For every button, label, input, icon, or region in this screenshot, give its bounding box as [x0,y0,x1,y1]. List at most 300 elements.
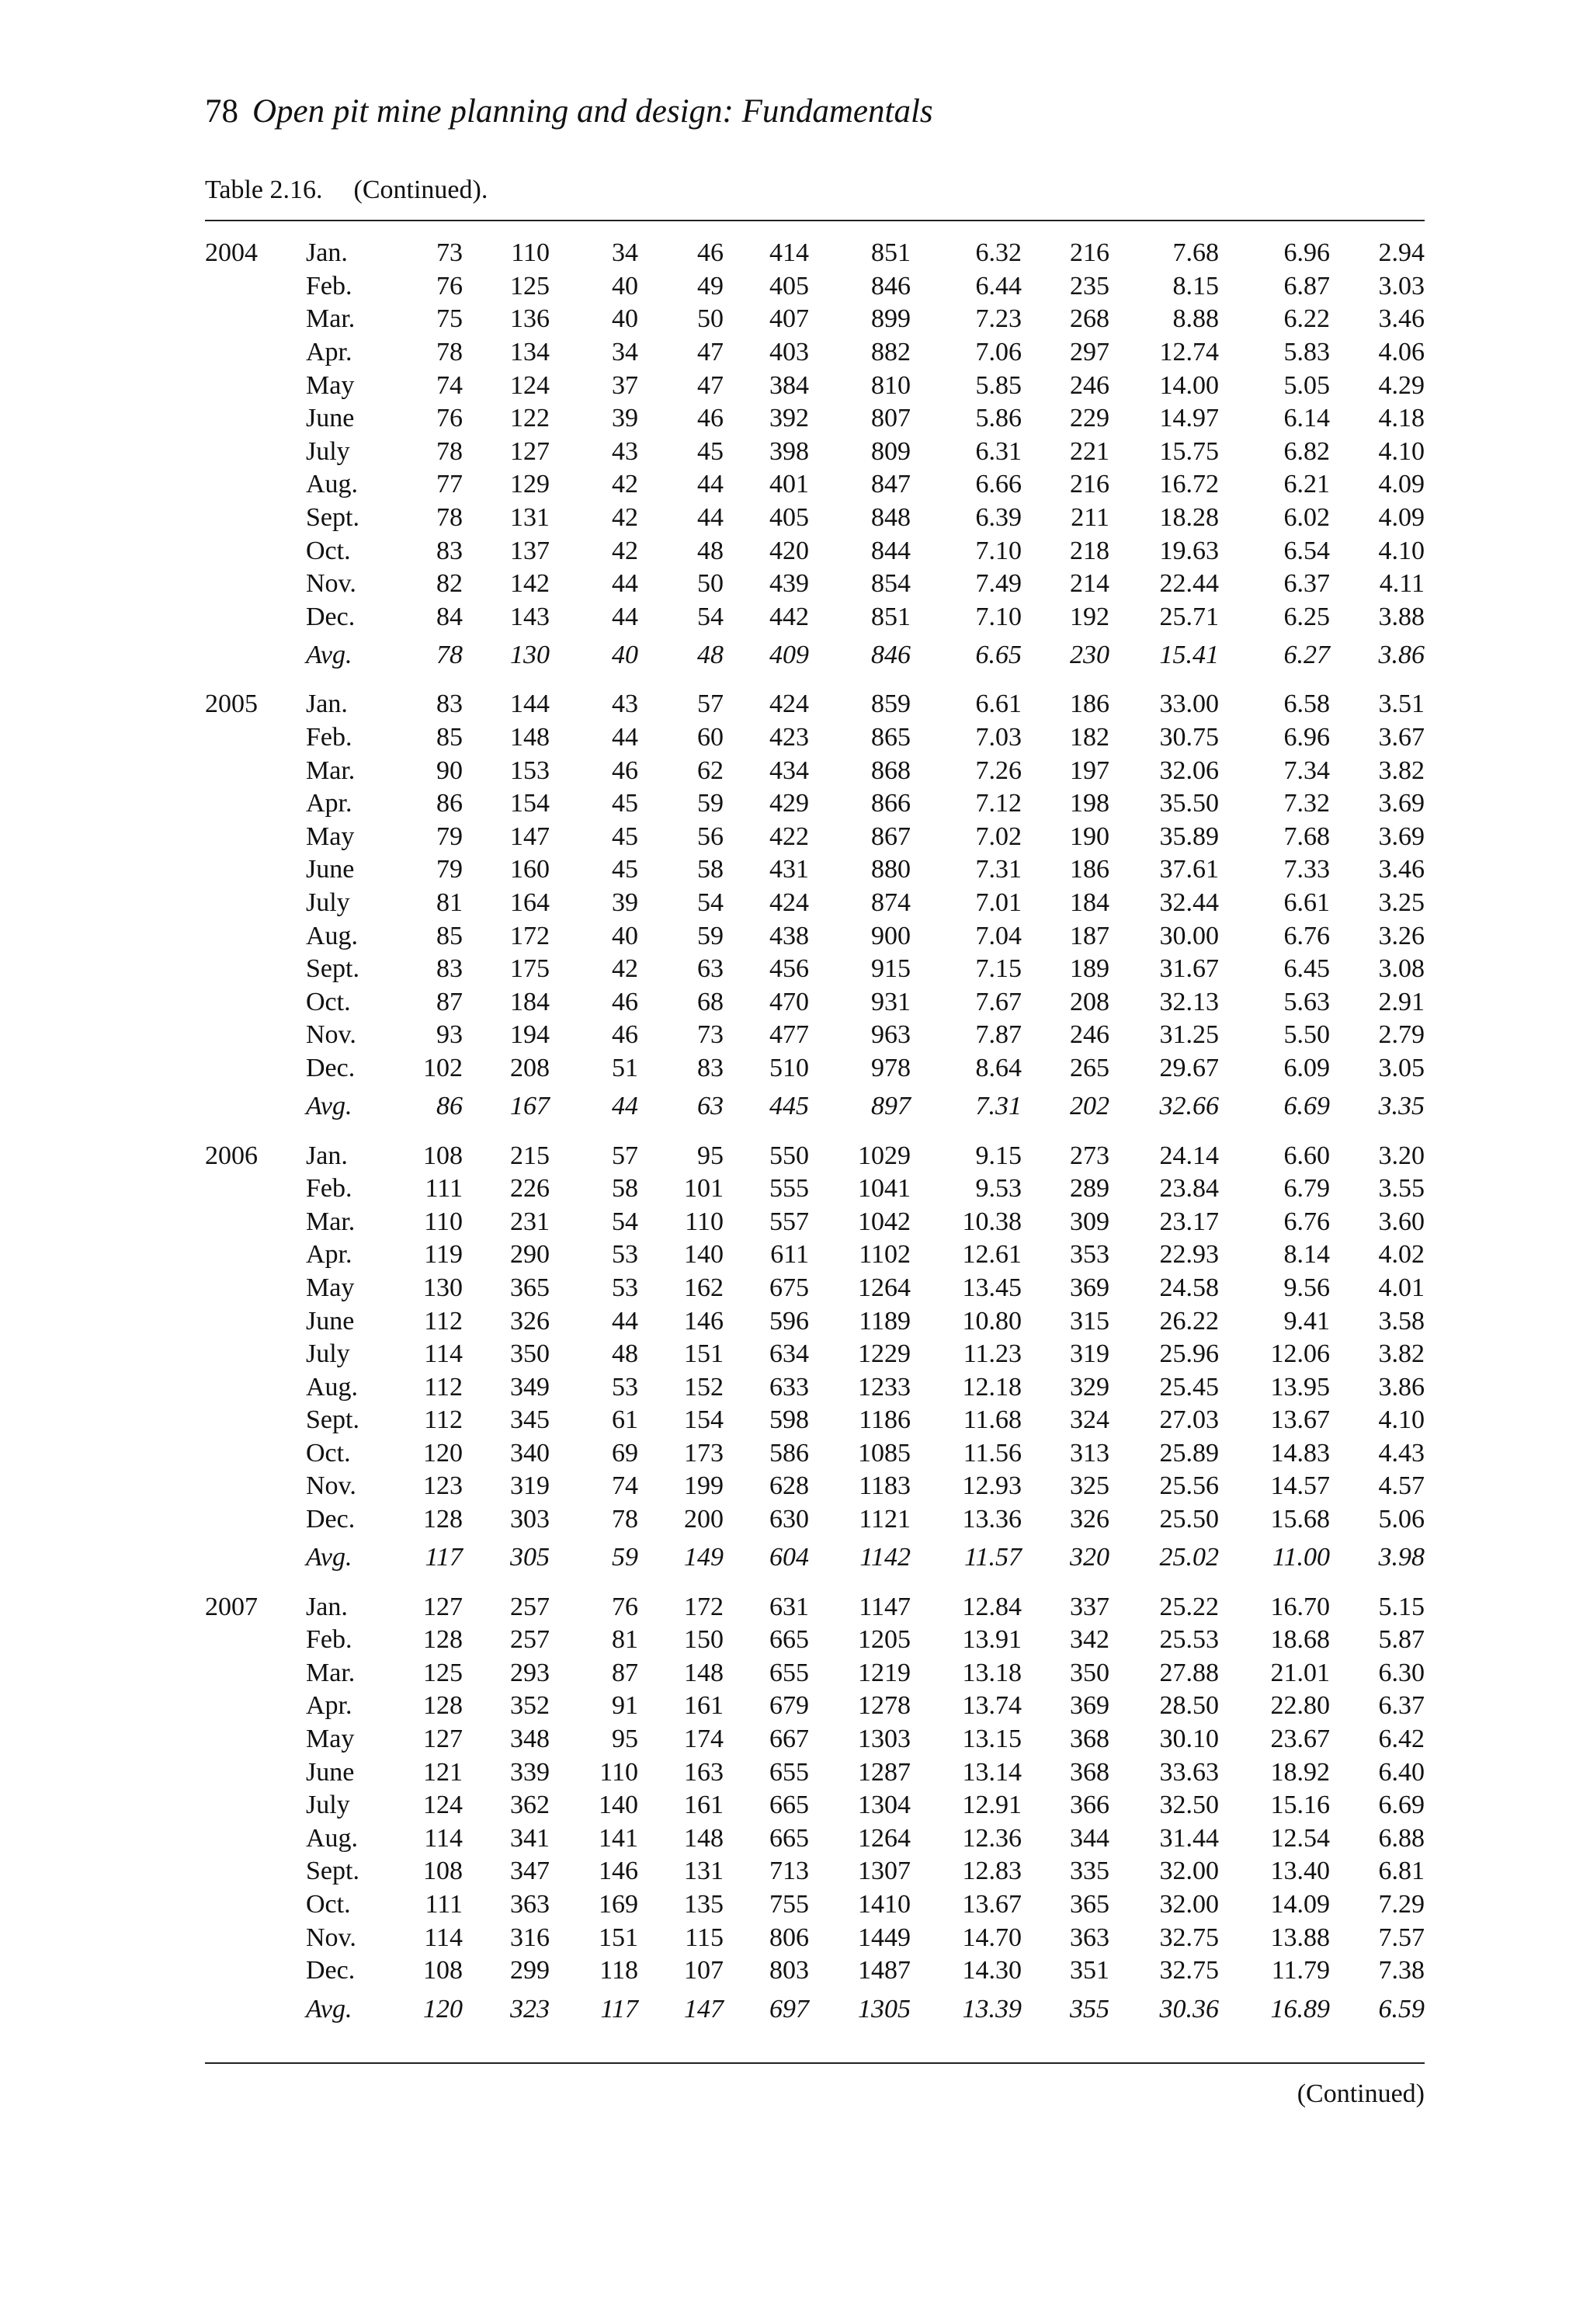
value-cell: 13.36 [962,1505,1022,1534]
value-cell: 15.75 [1159,436,1219,466]
value-cell: 25.71 [1159,602,1219,631]
value-cell: 3.26 [1378,921,1425,950]
value-cell: 3.60 [1378,1207,1425,1236]
value-cell: 2.79 [1378,1020,1425,1050]
value-cell: 6.02 [1283,503,1330,533]
value-cell: 6.45 [1283,954,1330,984]
table-row [205,821,1425,854]
value-cell: 6.09 [1283,1053,1330,1082]
avg-value-cell: 202 [1070,1092,1109,1121]
value-cell: 365 [510,1273,550,1302]
value-cell: 15.16 [1270,1791,1330,1820]
year-cell [205,985,306,1019]
avg-label-cell: Avg. [306,1543,352,1572]
value-cell: 137 [510,536,550,565]
value-cell: 6.58 [1283,690,1330,719]
value-cell: 18.68 [1270,1625,1330,1655]
value-cell: 3.67 [1378,723,1425,752]
value-cell: 24.58 [1159,1273,1219,1302]
value-cell: 352 [510,1691,550,1721]
value-cell: 9.41 [1283,1306,1330,1336]
value-cell: 29.67 [1159,1053,1219,1082]
value-cell: 91 [612,1691,638,1721]
year-cell [205,887,306,920]
value-cell: 218 [1070,536,1109,565]
value-cell: 208 [510,1053,550,1082]
value-cell: 121 [423,1757,463,1787]
value-cell: 1233 [858,1372,911,1402]
value-cell: 40 [612,921,638,950]
value-cell: 313 [1070,1438,1109,1468]
value-cell: 33.00 [1159,690,1219,719]
value-cell: 6.37 [1283,569,1330,599]
table-row [205,1370,1425,1404]
month-cell: Feb. [306,723,352,752]
month-cell: Aug. [306,921,359,950]
value-cell: 131 [510,503,550,533]
month-cell: Oct. [306,987,351,1016]
value-cell: 325 [1070,1471,1109,1501]
value-cell: 86 [436,789,463,818]
value-cell: 14.00 [1159,370,1219,400]
value-cell: 6.60 [1283,1141,1330,1170]
value-cell: 1147 [859,1592,911,1621]
value-cell: 50 [697,304,724,334]
value-cell: 11.79 [1271,1956,1330,1985]
value-cell: 550 [769,1141,809,1170]
table-row [205,1756,1425,1789]
year-cell [205,1370,306,1404]
value-cell: 123 [423,1471,463,1501]
month-cell: Dec. [306,1505,356,1534]
value-cell: 963 [871,1020,911,1050]
value-cell: 13.88 [1270,1923,1330,1952]
value-cell: 18.28 [1159,503,1219,533]
year-cell [205,1470,306,1503]
value-cell: 161 [684,1691,724,1721]
avg-label-cell: Avg. [306,641,352,670]
value-cell: 6.88 [1378,1823,1425,1853]
value-cell: 141 [599,1823,638,1853]
year-cell [205,634,306,677]
avg-value-cell: 167 [510,1092,550,1121]
month-cell: Sept. [306,503,359,533]
value-cell: 45 [612,855,638,884]
value-cell: 844 [871,536,911,565]
year-cell [205,754,306,787]
avg-value-cell: 40 [612,641,638,670]
value-cell: 182 [1070,723,1109,752]
table-row [205,853,1425,887]
value-cell: 77 [436,470,463,499]
avg-value-cell: 1142 [859,1543,911,1572]
value-cell: 407 [769,304,809,334]
value-cell: 342 [1070,1625,1109,1655]
value-cell: 37 [612,370,638,400]
table-caption-label: Table 2.16. [205,175,323,204]
value-cell: 83 [436,954,463,984]
value-cell: 4.10 [1378,1405,1425,1435]
value-cell: 384 [769,370,809,400]
value-cell: 114 [424,1823,463,1853]
value-cell: 586 [769,1438,809,1468]
value-cell: 667 [769,1725,809,1754]
value-cell: 32.00 [1159,1890,1219,1919]
value-cell: 11.68 [963,1405,1022,1435]
value-cell: 78 [436,503,463,533]
avg-value-cell: 32.66 [1159,1092,1219,1121]
value-cell: 8.15 [1172,271,1219,300]
value-cell: 173 [684,1438,724,1468]
year-cell [205,1503,306,1537]
value-cell: 348 [510,1725,550,1754]
value-cell: 3.46 [1378,304,1425,334]
value-cell: 806 [769,1923,809,1952]
month-cell: May [306,1273,355,1302]
year-cell [205,1536,306,1579]
table-row [205,887,1425,920]
value-cell: 297 [1070,338,1109,367]
spacer-cell [205,1128,1425,1139]
value-cell: 10.80 [962,1306,1022,1336]
year-cell: 2006 [205,1141,258,1170]
value-cell: 226 [510,1174,550,1204]
value-cell: 7.38 [1378,1956,1425,1985]
value-cell: 14.30 [962,1956,1022,1985]
month-cell: Aug. [306,1372,359,1402]
value-cell: 27.03 [1159,1405,1219,1435]
value-cell: 7.49 [975,569,1022,599]
value-cell: 931 [871,987,911,1016]
value-cell: 46 [612,987,638,1016]
value-cell: 353 [1070,1240,1109,1270]
value-cell: 810 [871,370,911,400]
value-cell: 57 [612,1141,638,1170]
value-cell: 4.01 [1378,1273,1425,1302]
value-cell: 56 [697,822,724,851]
value-cell: 24.14 [1159,1141,1219,1170]
value-cell: 32.50 [1159,1791,1219,1820]
value-cell: 434 [769,756,809,785]
table-caption [205,174,488,207]
page-number: 78 [205,93,238,130]
value-cell: 25.96 [1159,1339,1219,1369]
value-cell: 3.51 [1378,690,1425,719]
value-cell: 174 [684,1725,724,1754]
value-cell: 341 [510,1823,550,1853]
value-cell: 6.30 [1378,1658,1425,1687]
value-cell: 4.09 [1378,470,1425,499]
value-cell: 665 [769,1791,809,1820]
year-cell [205,402,306,436]
value-cell: 122 [510,404,550,433]
value-cell: 6.44 [975,271,1022,300]
table-row [205,1888,1425,1922]
value-cell: 846 [871,271,911,300]
value-cell: 3.20 [1378,1141,1425,1170]
year-cell [205,1404,306,1437]
month-cell: Jan. [306,238,348,268]
value-cell: 347 [510,1857,550,1886]
table-row [205,1139,1425,1172]
value-cell: 6.76 [1283,1207,1330,1236]
value-cell: 18.92 [1270,1757,1330,1787]
value-cell: 423 [769,723,809,752]
value-cell: 7.34 [1283,756,1330,785]
month-cell: May [306,1725,355,1754]
value-cell: 162 [684,1273,724,1302]
value-cell: 135 [684,1890,724,1919]
continued-note: (Continued) [1297,2079,1425,2108]
value-cell: 42 [612,954,638,984]
value-cell: 1186 [859,1405,911,1435]
value-cell: 119 [424,1240,463,1270]
value-cell: 140 [599,1791,638,1820]
value-cell: 13.14 [962,1757,1022,1787]
table-row [205,303,1425,336]
avg-value-cell: 323 [510,1994,550,2024]
value-cell: 3.82 [1378,756,1425,785]
value-cell: 75 [436,304,463,334]
value-cell: 47 [697,338,724,367]
value-cell: 339 [510,1757,550,1787]
value-cell: 11.23 [963,1339,1022,1369]
value-cell: 53 [612,1372,638,1402]
table-row [205,1019,1425,1052]
value-cell: 319 [510,1471,550,1501]
value-cell: 194 [510,1020,550,1050]
value-cell: 8.88 [1172,304,1219,334]
table-row [205,721,1425,755]
table-row [205,1304,1425,1338]
value-cell: 349 [510,1372,550,1402]
value-cell: 4.02 [1378,1240,1425,1270]
value-cell: 363 [1070,1923,1109,1952]
value-cell: 33.63 [1159,1757,1219,1787]
value-cell: 4.11 [1379,569,1425,599]
value-cell: 84 [436,602,463,631]
table-row [205,1954,1425,1988]
value-cell: 598 [769,1405,809,1435]
value-cell: 755 [769,1890,809,1919]
value-cell: 420 [769,536,809,565]
average-row [205,634,1425,677]
value-cell: 3.58 [1378,1306,1425,1336]
value-cell: 7.01 [975,888,1022,917]
value-cell: 111 [425,1890,463,1919]
value-cell: 3.82 [1378,1339,1425,1369]
value-cell: 101 [684,1174,724,1204]
year-cell [205,534,306,568]
value-cell: 12.93 [962,1471,1022,1501]
value-cell: 7.87 [975,1020,1022,1050]
value-cell: 110 [424,1207,463,1236]
year-cell [205,468,306,502]
value-cell: 95 [612,1725,638,1754]
table-row [205,369,1425,402]
table-row [205,688,1425,721]
value-cell: 268 [1070,304,1109,334]
value-cell: 124 [510,370,550,400]
value-cell: 32.75 [1159,1956,1219,1985]
value-cell: 1219 [858,1658,911,1687]
value-cell: 405 [769,271,809,300]
value-cell: 48 [612,1339,638,1369]
value-cell: 351 [1070,1956,1109,1985]
value-cell: 76 [436,271,463,300]
value-cell: 124 [423,1791,463,1820]
value-cell: 246 [1070,1020,1109,1050]
month-cell: Sept. [306,1857,359,1886]
value-cell: 392 [769,404,809,433]
value-cell: 13.45 [962,1273,1022,1302]
value-cell: 655 [769,1658,809,1687]
year-cell [205,1052,306,1086]
table-row [205,1052,1425,1086]
avg-label-cell: Avg. [306,1092,352,1121]
year-cell: 2005 [205,690,258,719]
table-body [205,237,1425,2031]
avg-value-cell: 59 [612,1543,638,1572]
value-cell: 978 [871,1053,911,1082]
table-row [205,1789,1425,1822]
value-cell: 1029 [858,1141,911,1170]
value-cell: 58 [612,1174,638,1204]
value-cell: 107 [684,1956,724,1985]
value-cell: 108 [423,1956,463,1985]
value-cell: 154 [684,1405,724,1435]
year-cell [205,502,306,535]
value-cell: 859 [871,690,911,719]
year-cell [205,953,306,986]
month-cell: Jan. [306,1141,348,1170]
value-cell: 13.40 [1270,1857,1330,1886]
value-cell: 15.68 [1270,1505,1330,1534]
avg-value-cell: 3.98 [1378,1543,1425,1572]
value-cell: 152 [684,1372,724,1402]
month-cell: Nov. [306,569,356,599]
value-cell: 5.50 [1283,1020,1330,1050]
value-cell: 1264 [858,1273,911,1302]
value-cell: 61 [612,1405,638,1435]
value-cell: 57 [697,690,724,719]
avg-value-cell: 3.35 [1378,1092,1425,1121]
year-cell [205,1338,306,1371]
value-cell: 81 [612,1625,638,1655]
value-cell: 32.06 [1159,756,1219,785]
value-cell: 7.15 [975,954,1022,984]
value-cell: 6.76 [1283,921,1330,950]
value-cell: 13.67 [962,1890,1022,1919]
month-cell: June [306,404,355,433]
value-cell: 340 [510,1438,550,1468]
avg-value-cell: 117 [425,1543,463,1572]
month-cell: Mar. [306,304,356,334]
avg-value-cell: 86 [436,1092,463,1121]
value-cell: 303 [510,1505,550,1534]
year-cell [205,1657,306,1690]
value-cell: 1410 [858,1890,911,1919]
avg-value-cell: 120 [423,1994,463,2024]
table-row [205,502,1425,535]
value-cell: 22.93 [1159,1240,1219,1270]
value-cell: 114 [424,1339,463,1369]
month-cell: Oct. [306,1890,351,1919]
value-cell: 44 [697,503,724,533]
value-cell: 30.75 [1159,723,1219,752]
month-cell: Jan. [306,690,348,719]
value-cell: 809 [871,436,911,466]
value-cell: 5.85 [975,370,1022,400]
value-cell: 3.69 [1378,822,1425,851]
year-cell [205,1690,306,1723]
value-cell: 130 [423,1273,463,1302]
value-cell: 5.83 [1283,338,1330,367]
value-cell: 45 [697,436,724,466]
table-row [205,1723,1425,1756]
value-cell: 4.18 [1378,404,1425,433]
average-row [205,1988,1425,2031]
year-cell [205,853,306,887]
month-cell: Oct. [306,536,351,565]
value-cell: 915 [871,954,911,984]
data-table [205,237,1425,2031]
value-cell: 197 [1070,756,1109,785]
table-row [205,1272,1425,1305]
month-cell: Oct. [306,1438,351,1468]
value-cell: 557 [769,1207,809,1236]
value-cell: 309 [1070,1207,1109,1236]
value-cell: 125 [423,1658,463,1687]
table-row [205,953,1425,986]
value-cell: 16.70 [1270,1592,1330,1621]
value-cell: 293 [510,1658,550,1687]
value-cell: 874 [871,888,911,917]
value-cell: 10.38 [962,1207,1022,1236]
value-cell: 2.91 [1378,987,1425,1016]
value-cell: 87 [436,987,463,1016]
value-cell: 6.40 [1378,1757,1425,1787]
month-cell: Dec. [306,602,356,631]
month-cell: Nov. [306,1020,356,1050]
value-cell: 32.75 [1159,1923,1219,1952]
value-cell: 142 [510,569,550,599]
value-cell: 108 [423,1141,463,1170]
month-cell: Mar. [306,1658,356,1687]
value-cell: 192 [1070,602,1109,631]
value-cell: 44 [612,1306,638,1336]
avg-value-cell: 44 [612,1092,638,1121]
value-cell: 405 [769,503,809,533]
value-cell: 3.08 [1378,954,1425,984]
value-cell: 144 [510,690,550,719]
value-cell: 315 [1070,1306,1109,1336]
value-cell: 7.31 [975,855,1022,884]
value-cell: 4.43 [1378,1438,1425,1468]
month-cell: July [306,436,350,466]
table-row [205,1238,1425,1272]
value-cell: 85 [436,723,463,752]
value-cell: 211 [1071,503,1109,533]
value-cell: 13.91 [962,1625,1022,1655]
value-cell: 146 [684,1306,724,1336]
year-cell [205,1888,306,1922]
value-cell: 118 [599,1956,638,1985]
value-cell: 899 [871,304,911,334]
value-cell: 6.96 [1283,723,1330,752]
value-cell: 74 [436,370,463,400]
value-cell: 53 [612,1240,638,1270]
